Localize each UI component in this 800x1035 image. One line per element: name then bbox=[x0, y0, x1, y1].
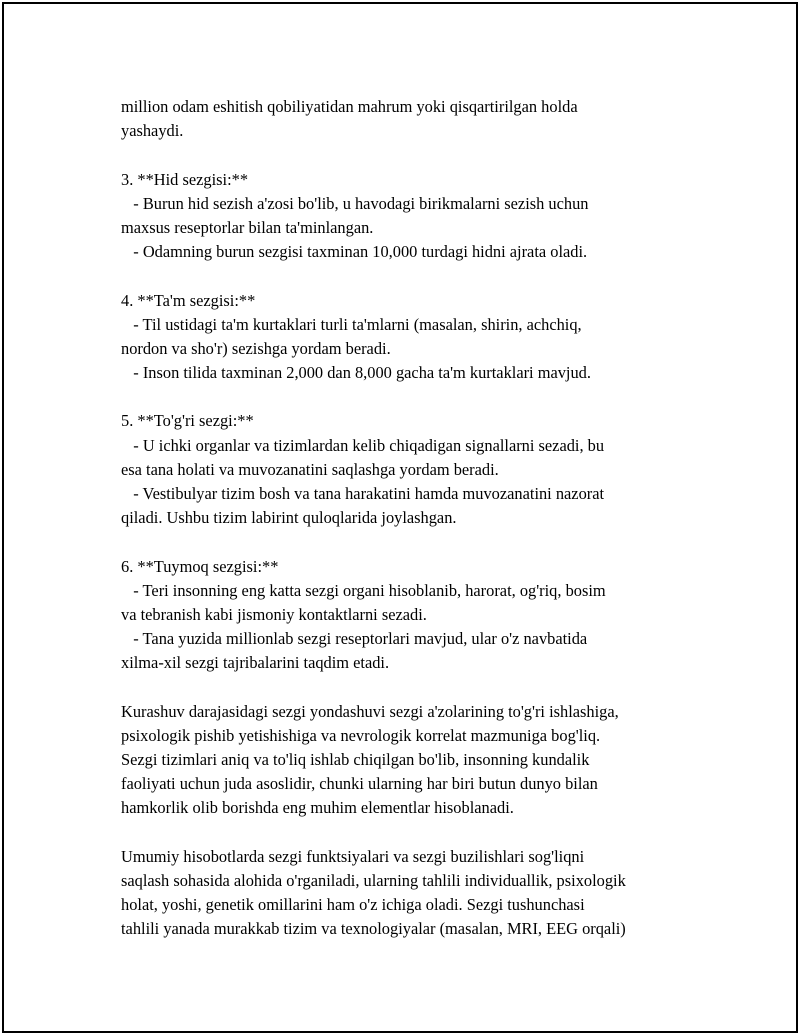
text-line: 6. **Tuymoq sezgisi:** bbox=[121, 556, 279, 576]
document-body bbox=[121, 95, 721, 942]
paragraph-gap bbox=[121, 676, 721, 700]
text-line: nordon va sho'r) sezishga yordam beradi. bbox=[121, 338, 391, 358]
text-line: maxsus reseptorlar bilan ta'minlangan. bbox=[121, 217, 374, 237]
text-line: - Odamning burun sezgisi taxminan 10,000 turdagi hidni ajrata oladi. bbox=[121, 242, 588, 262]
text-line: 5. **To'g'ri sezgi:** bbox=[121, 411, 254, 431]
text-line: tahlili yanada murakkab tizim va texnologiyalar (masalan, MRI, EEG orqali) bbox=[121, 919, 626, 939]
text-line: - Til ustidagi ta'm kurtaklari turli ta'mlarni (masalan, shirin, achchiq, bbox=[121, 314, 582, 334]
text-line: - Burun hid sezish a'zosi bo'lib, u havodagi birikmalarni sezish uchun bbox=[121, 193, 589, 213]
text-line: yashaydi. bbox=[121, 121, 184, 141]
text-line: - Vestibulyar tizim bosh va tana harakatini hamda muvozanatini nazorat bbox=[121, 484, 605, 503]
text-line: esa tana holati va muvozanatini saqlashga yordam beradi. bbox=[121, 459, 499, 479]
text-line: 4. **Ta'm sezgisi:** bbox=[121, 290, 256, 310]
text-line: xilma-xil sezgi tajribalarini taqdim etadi. bbox=[121, 653, 390, 673]
text-line: Kurashuv darajasidagi sezgi yondashuvi sezgi a'zolarining to'g'ri ishlashiga, bbox=[121, 701, 619, 721]
paragraph-gap bbox=[121, 143, 721, 167]
paragraph-gap bbox=[121, 264, 721, 288]
text-line: holat, yoshi, genetik omillarini ham o'z ichiga oladi. Sezgi tushunchasi bbox=[121, 895, 585, 915]
text-line: Umumiy hisobotlarda sezgi funktsiyalari va sezgi buzilishlari sog'liqni bbox=[121, 846, 585, 866]
text-line: - Tana yuzida millionlab sezgi reseptorlari mavjud, ular o'z navbatida bbox=[121, 629, 588, 649]
text-line: qiladi. Ushbu tizim labirint quloqlarida joylashgan. bbox=[121, 508, 457, 528]
text-line: psixologik pishib yetishishiga va nevrologik korrelat mazmuniga bog'liq. bbox=[121, 725, 601, 745]
paragraph-gap bbox=[121, 385, 721, 409]
text-line: - Teri insonning eng katta sezgi organi hisoblanib, harorat, og'riq, bosim bbox=[121, 580, 606, 600]
paragraph-gap bbox=[121, 821, 721, 845]
text-line: saqlash sohasida alohida o'rganiladi, ularning tahlili individuallik, psixologik bbox=[121, 871, 626, 890]
text-line: - U ichki organlar va tizimlardan kelib chiqadigan signallarni sezadi, bu bbox=[121, 435, 605, 455]
text-line: hamkorlik olib borishda eng muhim elementlar hisoblanadi. bbox=[121, 798, 514, 818]
paragraph-gap bbox=[121, 530, 721, 554]
text-line: - Inson tilida taxminan 2,000 dan 8,000 gacha ta'm kurtaklari mavjud. bbox=[121, 363, 591, 383]
text-line: million odam eshitish qobiliyatidan mahrum yoki qisqartirilgan holda bbox=[121, 97, 578, 116]
text-line: Sezgi tizimlari aniq va to'liq ishlab chiqilgan bo'lib, insonning kundalik bbox=[121, 750, 590, 770]
text-line: faoliyati uchun juda asoslidir, chunki ularning har biri butun dunyo bilan bbox=[121, 774, 598, 794]
text-line: va tebranish kabi jismoniy kontaktlarni sezadi. bbox=[121, 604, 427, 624]
page-frame bbox=[2, 2, 798, 1033]
text-line: 3. **Hid sezgisi:** bbox=[121, 169, 249, 189]
